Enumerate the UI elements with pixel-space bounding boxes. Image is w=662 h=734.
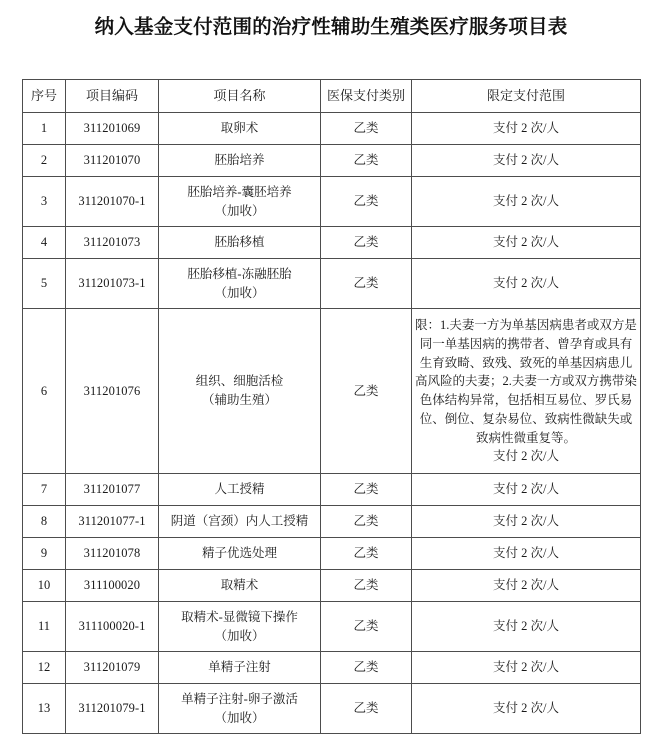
cell-index: 4 [23, 227, 66, 259]
cell-code: 311100020-1 [66, 602, 159, 652]
cell-name [159, 684, 321, 734]
cell-name-line1: 单精子注射-卵子激活 [181, 691, 298, 706]
cell-name-line1: 胚胎培养 [214, 153, 265, 168]
cell-name-line1: 胚胎移植 [214, 235, 265, 250]
cell-category: 乙类 [321, 602, 412, 652]
cell-name [159, 538, 321, 570]
cell-name-line1: 阴道（宫颈）内人工授精 [170, 514, 309, 529]
cell-code: 311201077-1 [66, 506, 159, 538]
cell-code: 311201077 [66, 474, 159, 506]
table-row [23, 113, 641, 145]
table-row [23, 570, 641, 602]
column-header-name: 项目名称 [159, 80, 321, 113]
cell-category: 乙类 [321, 684, 412, 734]
cell-scope: 支付 2 次/人 [412, 259, 641, 309]
table-row [23, 259, 641, 309]
cell-name [159, 652, 321, 684]
cell-scope: 支付 2 次/人 [412, 570, 641, 602]
table-row [23, 602, 641, 652]
cell-name [159, 177, 321, 227]
cell-code: 311100020 [66, 570, 159, 602]
cell-name-line1: 精子优选处理 [201, 546, 277, 561]
cell-index: 6 [23, 309, 66, 474]
cell-code: 311201078 [66, 538, 159, 570]
cell-index: 11 [23, 602, 66, 652]
cell-code: 311201079-1 [66, 684, 159, 734]
cell-name-line2: （加收） [214, 285, 265, 300]
cell-index: 7 [23, 474, 66, 506]
cell-index: 13 [23, 684, 66, 734]
cell-name [159, 227, 321, 259]
cell-code: 311201069 [66, 113, 159, 145]
cell-scope: 支付 2 次/人 [412, 145, 641, 177]
cell-name-line1: 单精子注射 [208, 660, 271, 675]
page-title: 纳入基金支付范围的治疗性辅助生殖类医疗服务项目表 [94, 17, 568, 38]
table-row [23, 652, 641, 684]
cell-index: 1 [23, 113, 66, 145]
cell-code: 311201070-1 [66, 177, 159, 227]
cell-scope: 支付 2 次/人 [412, 177, 641, 227]
cell-scope-last-line: 支付 2 次/人 [493, 449, 559, 464]
cell-category: 乙类 [321, 177, 412, 227]
cell-scope: 支付 2 次/人 [412, 652, 641, 684]
cell-name [159, 474, 321, 506]
cell-name-line1: 胚胎培养-囊胚培养 [187, 184, 292, 199]
cell-name-line2: （加收） [214, 203, 265, 218]
cell-scope: 支付 2 次/人 [412, 227, 641, 259]
table-row [23, 227, 641, 259]
cell-scope: 支付 2 次/人 [412, 538, 641, 570]
cell-code: 311201073 [66, 227, 159, 259]
cell-scope: 支付 2 次/人 [412, 602, 641, 652]
table-row [23, 177, 641, 227]
column-header-code: 项目编码 [66, 80, 159, 113]
table-container [22, 79, 640, 734]
cell-index: 12 [23, 652, 66, 684]
cell-name [159, 259, 321, 309]
cell-category: 乙类 [321, 227, 412, 259]
cell-name [159, 145, 321, 177]
medical-service-items-table [22, 79, 641, 734]
cell-name [159, 570, 321, 602]
cell-scope [412, 309, 641, 474]
cell-index: 10 [23, 570, 66, 602]
cell-category: 乙类 [321, 652, 412, 684]
cell-name-line2: （加收） [214, 628, 265, 643]
table-row [23, 684, 641, 734]
cell-category: 乙类 [321, 145, 412, 177]
cell-category: 乙类 [321, 570, 412, 602]
column-header-scope: 限定支付范围 [412, 80, 641, 113]
cell-name [159, 602, 321, 652]
cell-name-line1: 取精术 [220, 578, 259, 593]
table-row [23, 506, 641, 538]
cell-index: 5 [23, 259, 66, 309]
cell-category: 乙类 [321, 309, 412, 474]
table-row [23, 474, 641, 506]
cell-category: 乙类 [321, 474, 412, 506]
cell-name-line1: 胚胎移植-冻融胚胎 [187, 266, 292, 281]
cell-code: 311201076 [66, 309, 159, 474]
column-header-index: 序号 [23, 80, 66, 113]
cell-code: 311201079 [66, 652, 159, 684]
cell-name-line2: （辅助生殖） [201, 393, 277, 407]
cell-category: 乙类 [321, 113, 412, 145]
cell-name [159, 309, 321, 474]
cell-name-line2: （加收） [214, 710, 265, 725]
column-header-category: 医保支付类别 [321, 80, 412, 113]
cell-name-line1: 人工授精 [214, 482, 265, 497]
table-row [23, 145, 641, 177]
cell-scope: 支付 2 次/人 [412, 113, 641, 145]
cell-category: 乙类 [321, 538, 412, 570]
cell-name [159, 113, 321, 145]
cell-name [159, 506, 321, 538]
cell-index: 3 [23, 177, 66, 227]
table-header-row [23, 80, 641, 113]
cell-index: 8 [23, 506, 66, 538]
cell-scope: 支付 2 次/人 [412, 506, 641, 538]
cell-index: 9 [23, 538, 66, 570]
cell-scope: 支付 2 次/人 [412, 474, 641, 506]
cell-category: 乙类 [321, 259, 412, 309]
cell-name-line1: 取卵术 [220, 121, 259, 136]
cell-scope: 支付 2 次/人 [412, 684, 641, 734]
cell-scope-paragraph: 限：1.夫妻一方为单基因病患者或双方是同一单基因病的携带者、曾孕育或具有生育致畸、致残、致死的单基因病患儿高风险的夫妻；2.夫妻一方或双方携带染色体结构异常，包括相互易位、罗氏易位、倒位、复杂易位、致病性微缺失或致病性微重复等。 [415, 318, 637, 445]
cell-code: 311201070 [66, 145, 159, 177]
cell-name-line1: 取精术-显微镜下操作 [181, 609, 298, 624]
cell-name-line1: 组织、细胞活检 [195, 374, 284, 389]
cell-code: 311201073-1 [66, 259, 159, 309]
table-row [23, 309, 641, 474]
table-row [23, 538, 641, 570]
cell-category: 乙类 [321, 506, 412, 538]
cell-index: 2 [23, 145, 66, 177]
